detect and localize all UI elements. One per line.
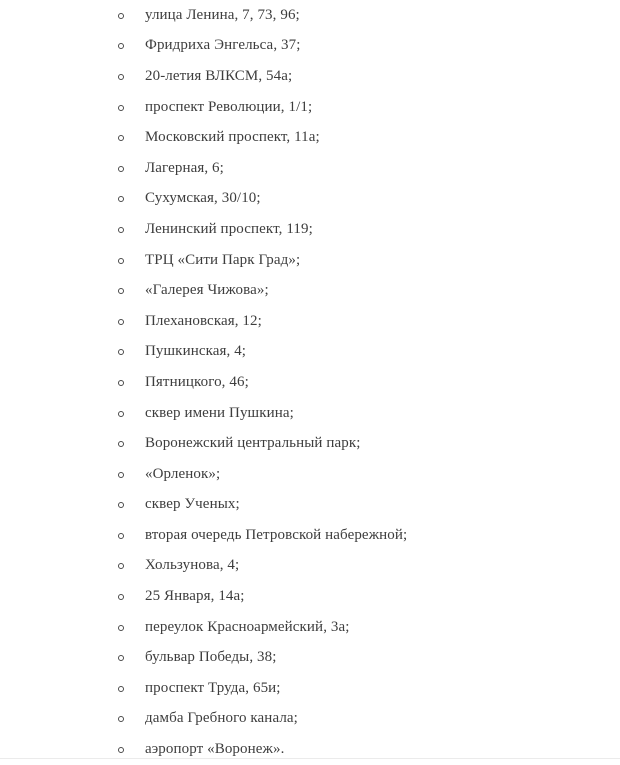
circle-bullet-icon: [118, 74, 124, 80]
list-item-text: Ленинский проспект, 119;: [145, 220, 313, 237]
circle-bullet-icon: [118, 349, 124, 355]
circle-bullet-icon: [118, 196, 124, 202]
list-item: [0, 581, 620, 612]
list-item: [0, 734, 620, 765]
list-item-text: Фридриха Энгельса, 37;: [145, 37, 301, 54]
list-item: [0, 122, 620, 153]
list-item: [0, 214, 620, 245]
list-item: [0, 520, 620, 551]
circle-bullet-icon: [118, 380, 124, 386]
list-item-text: «Галерея Чижова»;: [145, 282, 269, 299]
circle-bullet-icon: [118, 411, 124, 417]
list-item: [0, 184, 620, 215]
list-item: [0, 490, 620, 521]
list-item-text: Сухумская, 30/10;: [145, 190, 261, 207]
circle-bullet-icon: [118, 563, 124, 569]
list-item-text: сквер Ученых;: [145, 496, 240, 513]
list-item-text: Московский проспект, 11а;: [145, 129, 320, 146]
circle-bullet-icon: [118, 655, 124, 661]
list-item-text: «Орленок»;: [145, 465, 221, 482]
list-item: [0, 275, 620, 306]
list-item-text: проспект Труда, 65и;: [145, 679, 281, 696]
list-item: [0, 612, 620, 643]
list-item-text: Пятницкого, 46;: [145, 373, 249, 390]
circle-bullet-icon: [118, 227, 124, 233]
list-item: [0, 551, 620, 582]
circle-bullet-icon: [118, 105, 124, 111]
list-item: [0, 398, 620, 429]
list-item-text: дамба Гребного канала;: [145, 710, 298, 727]
circle-bullet-icon: [118, 686, 124, 692]
list-item: [0, 92, 620, 123]
list-item: [0, 153, 620, 184]
circle-bullet-icon: [118, 258, 124, 264]
list-item: [0, 337, 620, 368]
list-item-text: Плехановская, 12;: [145, 312, 262, 329]
list-item: [0, 704, 620, 735]
circle-bullet-icon: [118, 288, 124, 294]
list-item-text: проспект Революции, 1/1;: [145, 98, 313, 115]
list-item: [0, 459, 620, 490]
list-item: [0, 31, 620, 62]
circle-bullet-icon: [118, 319, 124, 325]
circle-bullet-icon: [118, 135, 124, 141]
circle-bullet-icon: [118, 625, 124, 631]
circle-bullet-icon: [118, 441, 124, 447]
list-item-text: 25 Января, 14а;: [145, 588, 245, 605]
circle-bullet-icon: [118, 502, 124, 508]
divider: [0, 758, 620, 759]
list-item-text: Воронежский центральный парк;: [145, 435, 361, 452]
list-item: [0, 428, 620, 459]
list-item-text: ТРЦ «Сити Парк Град»;: [145, 251, 301, 268]
list-item-text: вторая очередь Петровской набережной;: [145, 526, 408, 543]
list-item: [0, 642, 620, 673]
circle-bullet-icon: [118, 472, 124, 478]
list-item: [0, 0, 620, 31]
list-item-text: бульвар Победы, 38;: [145, 649, 277, 666]
circle-bullet-icon: [118, 43, 124, 49]
circle-bullet-icon: [118, 13, 124, 19]
list-item-text: Лагерная, 6;: [145, 159, 224, 176]
list-item-text: аэропорт «Воронеж».: [145, 741, 285, 758]
list-item: [0, 673, 620, 704]
circle-bullet-icon: [118, 533, 124, 539]
circle-bullet-icon: [118, 166, 124, 172]
list-item-text: Хользунова, 4;: [145, 557, 240, 574]
list-item-text: сквер имени Пушкина;: [145, 404, 294, 421]
list-item: [0, 367, 620, 398]
list-item-text: 20-летия ВЛКСМ, 54а;: [145, 67, 293, 84]
circle-bullet-icon: [118, 747, 124, 753]
list-item: [0, 61, 620, 92]
circle-bullet-icon: [118, 594, 124, 600]
list-item: [0, 245, 620, 276]
list-item-text: переулок Красноармейский, 3а;: [145, 618, 350, 635]
list-item-text: Пушкинская, 4;: [145, 343, 247, 360]
list-item: [0, 306, 620, 337]
list-item-text: улица Ленина, 7, 73, 96;: [145, 6, 300, 23]
circle-bullet-icon: [118, 716, 124, 722]
